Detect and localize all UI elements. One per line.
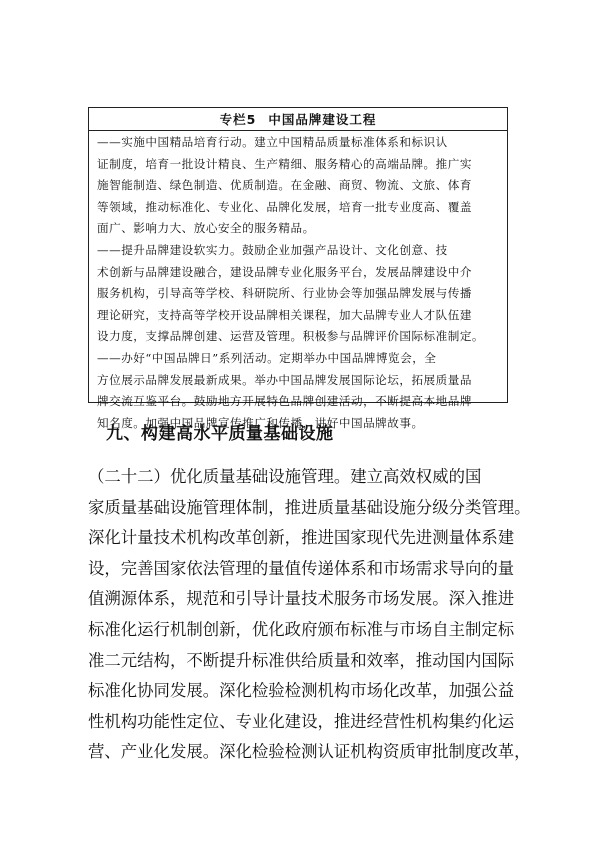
text-line: 知名度。加强中国品牌宣传推广和传播，讲好中国品牌故事。	[97, 415, 424, 430]
text-line: ——实施中国精品培育行动。建立中国精品质量标准体系和标识认	[97, 135, 448, 149]
text-line: 等领域，推动标准化、专业化、品牌化发展，培育一批专业度高、覆盖	[97, 199, 472, 214]
text-line: 准二元结构，不断提升标准供给质量和效率，推动国内国际	[88, 650, 515, 670]
text-line: 设，完善国家依法管理的量值传递体系和市场需求导向的量	[88, 558, 515, 578]
text-line: 标准化运行机制创新，优化政府颁布标准与市场自主制定标	[88, 619, 515, 639]
section-heading: 九、构建高水平质量基础设施	[106, 424, 334, 444]
text-line: 值溯源体系，规范和引导计量技术服务市场发展。深入推进	[88, 589, 515, 609]
text-line: 深化计量技术机构改革创新，推进国家现代先进测量体系建	[88, 528, 515, 548]
body-paragraph	[88, 462, 531, 768]
text-line: 服务机构，引导高等学校、科研院所、行业协会等加强品牌发展与传播	[97, 286, 472, 301]
box-paragraph	[97, 132, 499, 240]
text-line: 标准化协同发展。深化检验检测机构市场化改革，加强公益	[88, 681, 515, 701]
feature-box	[88, 107, 508, 430]
text-line: 方位展示品牌发展最新成果。举办中国品牌发展国际论坛，拓展质量品	[97, 372, 472, 387]
text-line: 施智能制造、绿色制造、优质制造。在金融、商贸、物流、文旅、体育	[97, 178, 472, 193]
text-line: 证制度，培育一批设计精良、生产精细、服务精心的高端品牌。推广实	[97, 156, 472, 171]
box-title-text: 中国品牌建设工程	[268, 112, 377, 127]
text-line: 性机构功能性定位、专业化建设，推进经营性机构集约化运	[88, 711, 515, 731]
text-line: 设力度，支撑品牌创建、运营及管理。积极参与品牌评价国际标准制定。	[97, 329, 485, 344]
text-line: 营、产业化发展。深化检验检测认证机构资质审批制度改革，	[88, 742, 531, 762]
text-line: 理论研究，支持高等学校开设品牌相关课程，加大品牌专业人才队伍建	[97, 307, 472, 322]
text-line: 家质量基础设施管理体制，推进质量基础设施分级分类管理。	[88, 497, 531, 517]
text-line: （二十二）优化质量基础设施管理。建立高效权威的国	[88, 467, 482, 486]
box-paragraph	[97, 240, 499, 348]
text-line: ——办好“中国品牌日”系列活动。定期举办中国品牌博览会，全	[97, 350, 437, 365]
box-title	[89, 108, 507, 131]
text-line: 牌交流互鉴平台。鼓励地方开展特色品牌创建活动，不断提高本地品牌	[97, 394, 472, 409]
text-line: 术创新与品牌建设融合，建设品牌专业化服务平台，发展品牌建设中介	[97, 264, 472, 279]
box-body	[89, 131, 507, 434]
text-line: 面广、影响力大、放心安全的服务精品。	[97, 221, 315, 236]
text-line: ——提升品牌建设软实力。鼓励企业加强产品设计、文化创意、技	[97, 242, 448, 257]
box-title-label: 专栏5	[219, 112, 257, 127]
